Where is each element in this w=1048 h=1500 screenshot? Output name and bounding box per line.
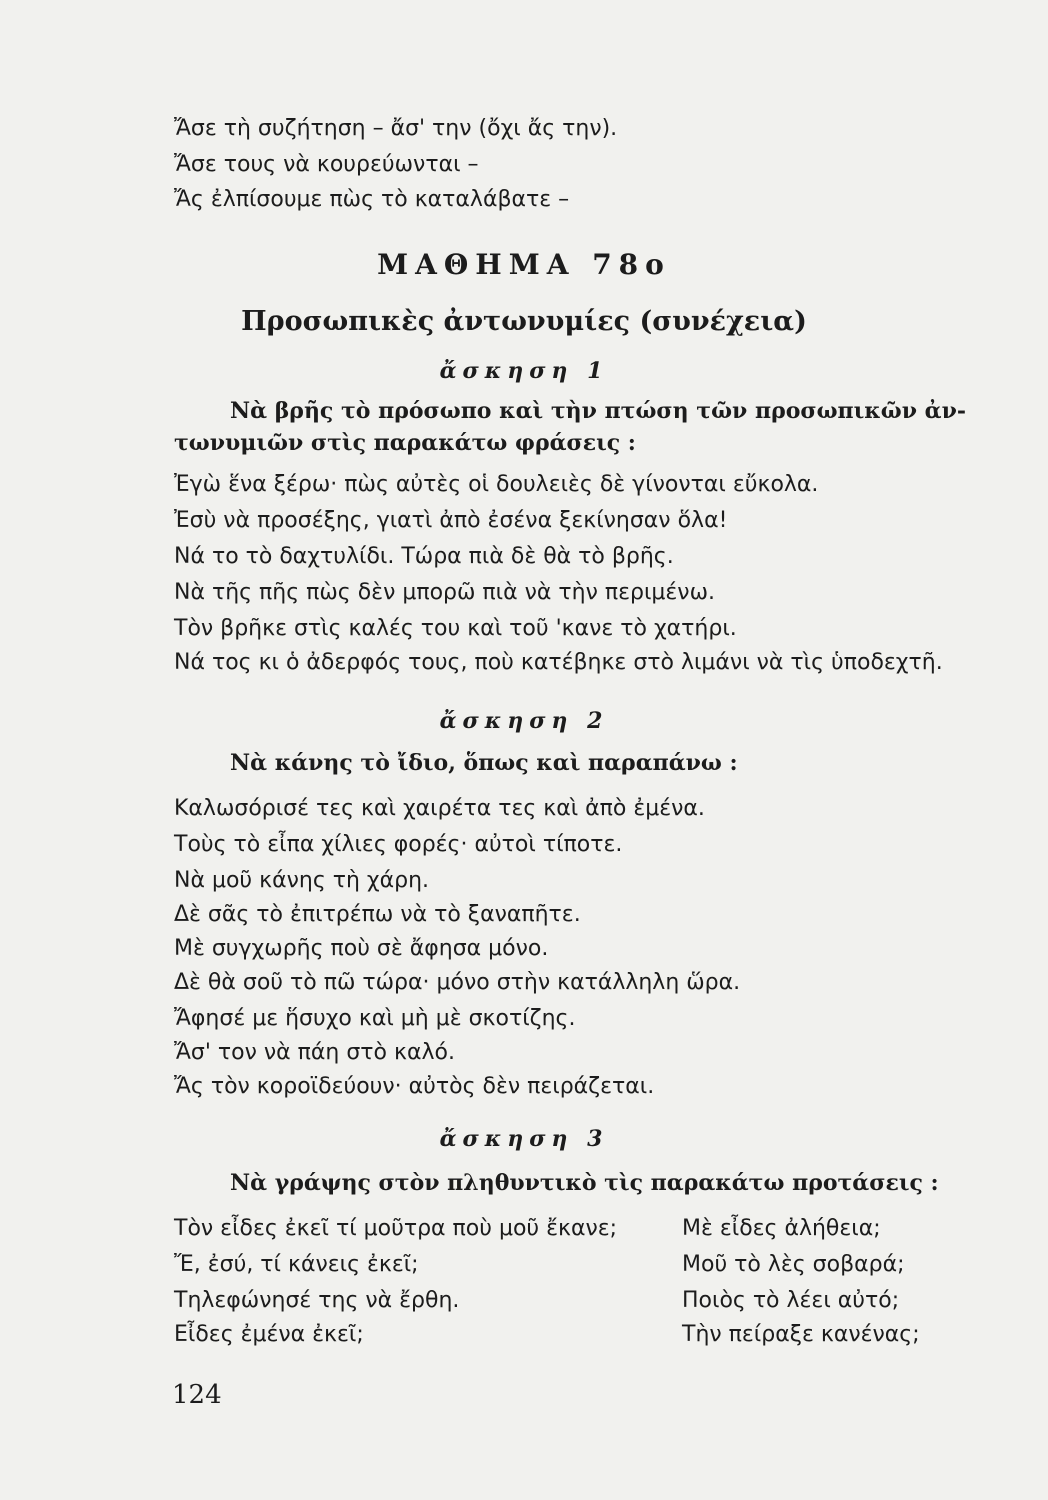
exercise-2-line: Τοὺς τὸ εἶπα χίλιες φορές· αὐτοὶ τίποτε. (174, 832, 623, 857)
exercise-3-title: ἄσκηση 3 (439, 1126, 609, 1152)
exercise-3-instruction: Νὰ γράψης στὸν πληθυντικὸ τὶς παρακάτω προτάσεις : (230, 1170, 939, 1196)
exercise-3-left-line: Τὸν εἶδες ἐκεῖ τί μοῦτρα ποὺ μοῦ ἔκανε; (174, 1216, 618, 1241)
exercise-1-line: Νὰ τῆς πῆς πὼς δὲν μπορῶ πιὰ νὰ τὴν περιμένω. (174, 580, 716, 605)
exercise-1-line: Νά το τὸ δαχτυλίδι. Τώρα πιὰ δὲ θὰ τὸ βρῆς. (174, 544, 674, 569)
lesson-subtitle: Προσωπικὲς ἀντωνυμίες (συνέχεια) (241, 306, 807, 337)
exercise-1-title: ἄσκηση 1 (439, 358, 609, 384)
exercise-1-instruction-line-1: Νὰ βρῆς τὸ πρόσωπο καὶ τὴν πτώση τῶν προσωπικῶν ἀν- (230, 398, 966, 424)
exercise-2-line: Δὲ σᾶς τὸ ἐπιτρέπω νὰ τὸ ξαναπῆτε. (174, 902, 581, 927)
exercise-3-left-line: Εἶδες ἐμένα ἐκεῖ; (174, 1322, 364, 1347)
exercise-1-line: Ἐγὼ ἕνα ξέρω· πὼς αὐτὲς οἱ δουλειὲς δὲ γίνονται εὔκολα. (174, 472, 819, 497)
intro-line-2: Ἄσε τους νὰ κουρεύωνται – (174, 152, 479, 177)
page-number: 124 (172, 1380, 222, 1410)
exercise-3-left-line: Ἔ, ἐσύ, τί κάνεις ἐκεῖ; (174, 1252, 419, 1277)
exercise-2-line: Καλωσόρισέ τες καὶ χαιρέτα τες καὶ ἀπὸ ἐμένα. (174, 796, 705, 821)
exercise-3-right-line: Μοῦ τὸ λὲς σοβαρά; (682, 1252, 905, 1277)
intro-line-1: Ἄσε τὴ συζήτηση – ἄσ' την (ὄχι ἄς την). (174, 116, 618, 141)
exercise-1-instruction-line-2: τωνυμιῶν στὶς παρακάτω φράσεις : (174, 430, 636, 456)
exercise-1-line: Νά τος κι ὁ ἀδερφός τους, ποὺ κατέβηκε στὸ λιμάνι νὰ τὶς ὑποδεχτῆ. (174, 650, 943, 675)
exercise-2-title: ἄσκηση 2 (439, 708, 609, 734)
exercise-2-instruction: Νὰ κάνης τὸ ἴδιο, ὅπως καὶ παραπάνω : (230, 750, 738, 776)
exercise-2-line: Ἄς τὸν κοροϊδεύουν· αὐτὸς δὲν πειράζεται. (174, 1074, 655, 1099)
exercise-3-left-line: Τηλεφώνησέ της νὰ ἔρθη. (174, 1288, 460, 1313)
exercise-1-line: Τὸν βρῆκε στὶς καλές του καὶ τοῦ 'κανε τὸ χατήρι. (174, 616, 737, 641)
exercise-2-line: Ἄσ' τον νὰ πάη στὸ καλό. (174, 1040, 455, 1065)
exercise-2-line: Μὲ συγχωρῆς ποὺ σὲ ἄφησα μόνο. (174, 936, 549, 961)
exercise-3-right-line: Ποιὸς τὸ λέει αὐτό; (682, 1288, 900, 1313)
exercise-2-line: Δὲ θὰ σοῦ τὸ πῶ τώρα· μόνο στὴν κατάλληλη ὥρα. (174, 970, 741, 995)
exercise-2-line: Ἄφησέ με ἥσυχο καὶ μὴ μὲ σκοτίζης. (174, 1006, 576, 1031)
exercise-1-line: Ἐσὺ νὰ προσέξης, γιατὶ ἀπὸ ἐσένα ξεκίνησαν ὅλα! (174, 508, 728, 533)
exercise-3-right-line: Μὲ εἶδες ἀλήθεια; (682, 1216, 881, 1241)
lesson-title: ΜΑΘΗΜΑ 78ο (377, 248, 671, 281)
intro-line-3: Ἄς ἐλπίσουμε πὼς τὸ καταλάβατε – (174, 187, 570, 212)
exercise-2-line: Νὰ μοῦ κάνης τὴ χάρη. (174, 868, 430, 893)
exercise-3-right-line: Τὴν πείραξε κανένας; (682, 1322, 920, 1347)
